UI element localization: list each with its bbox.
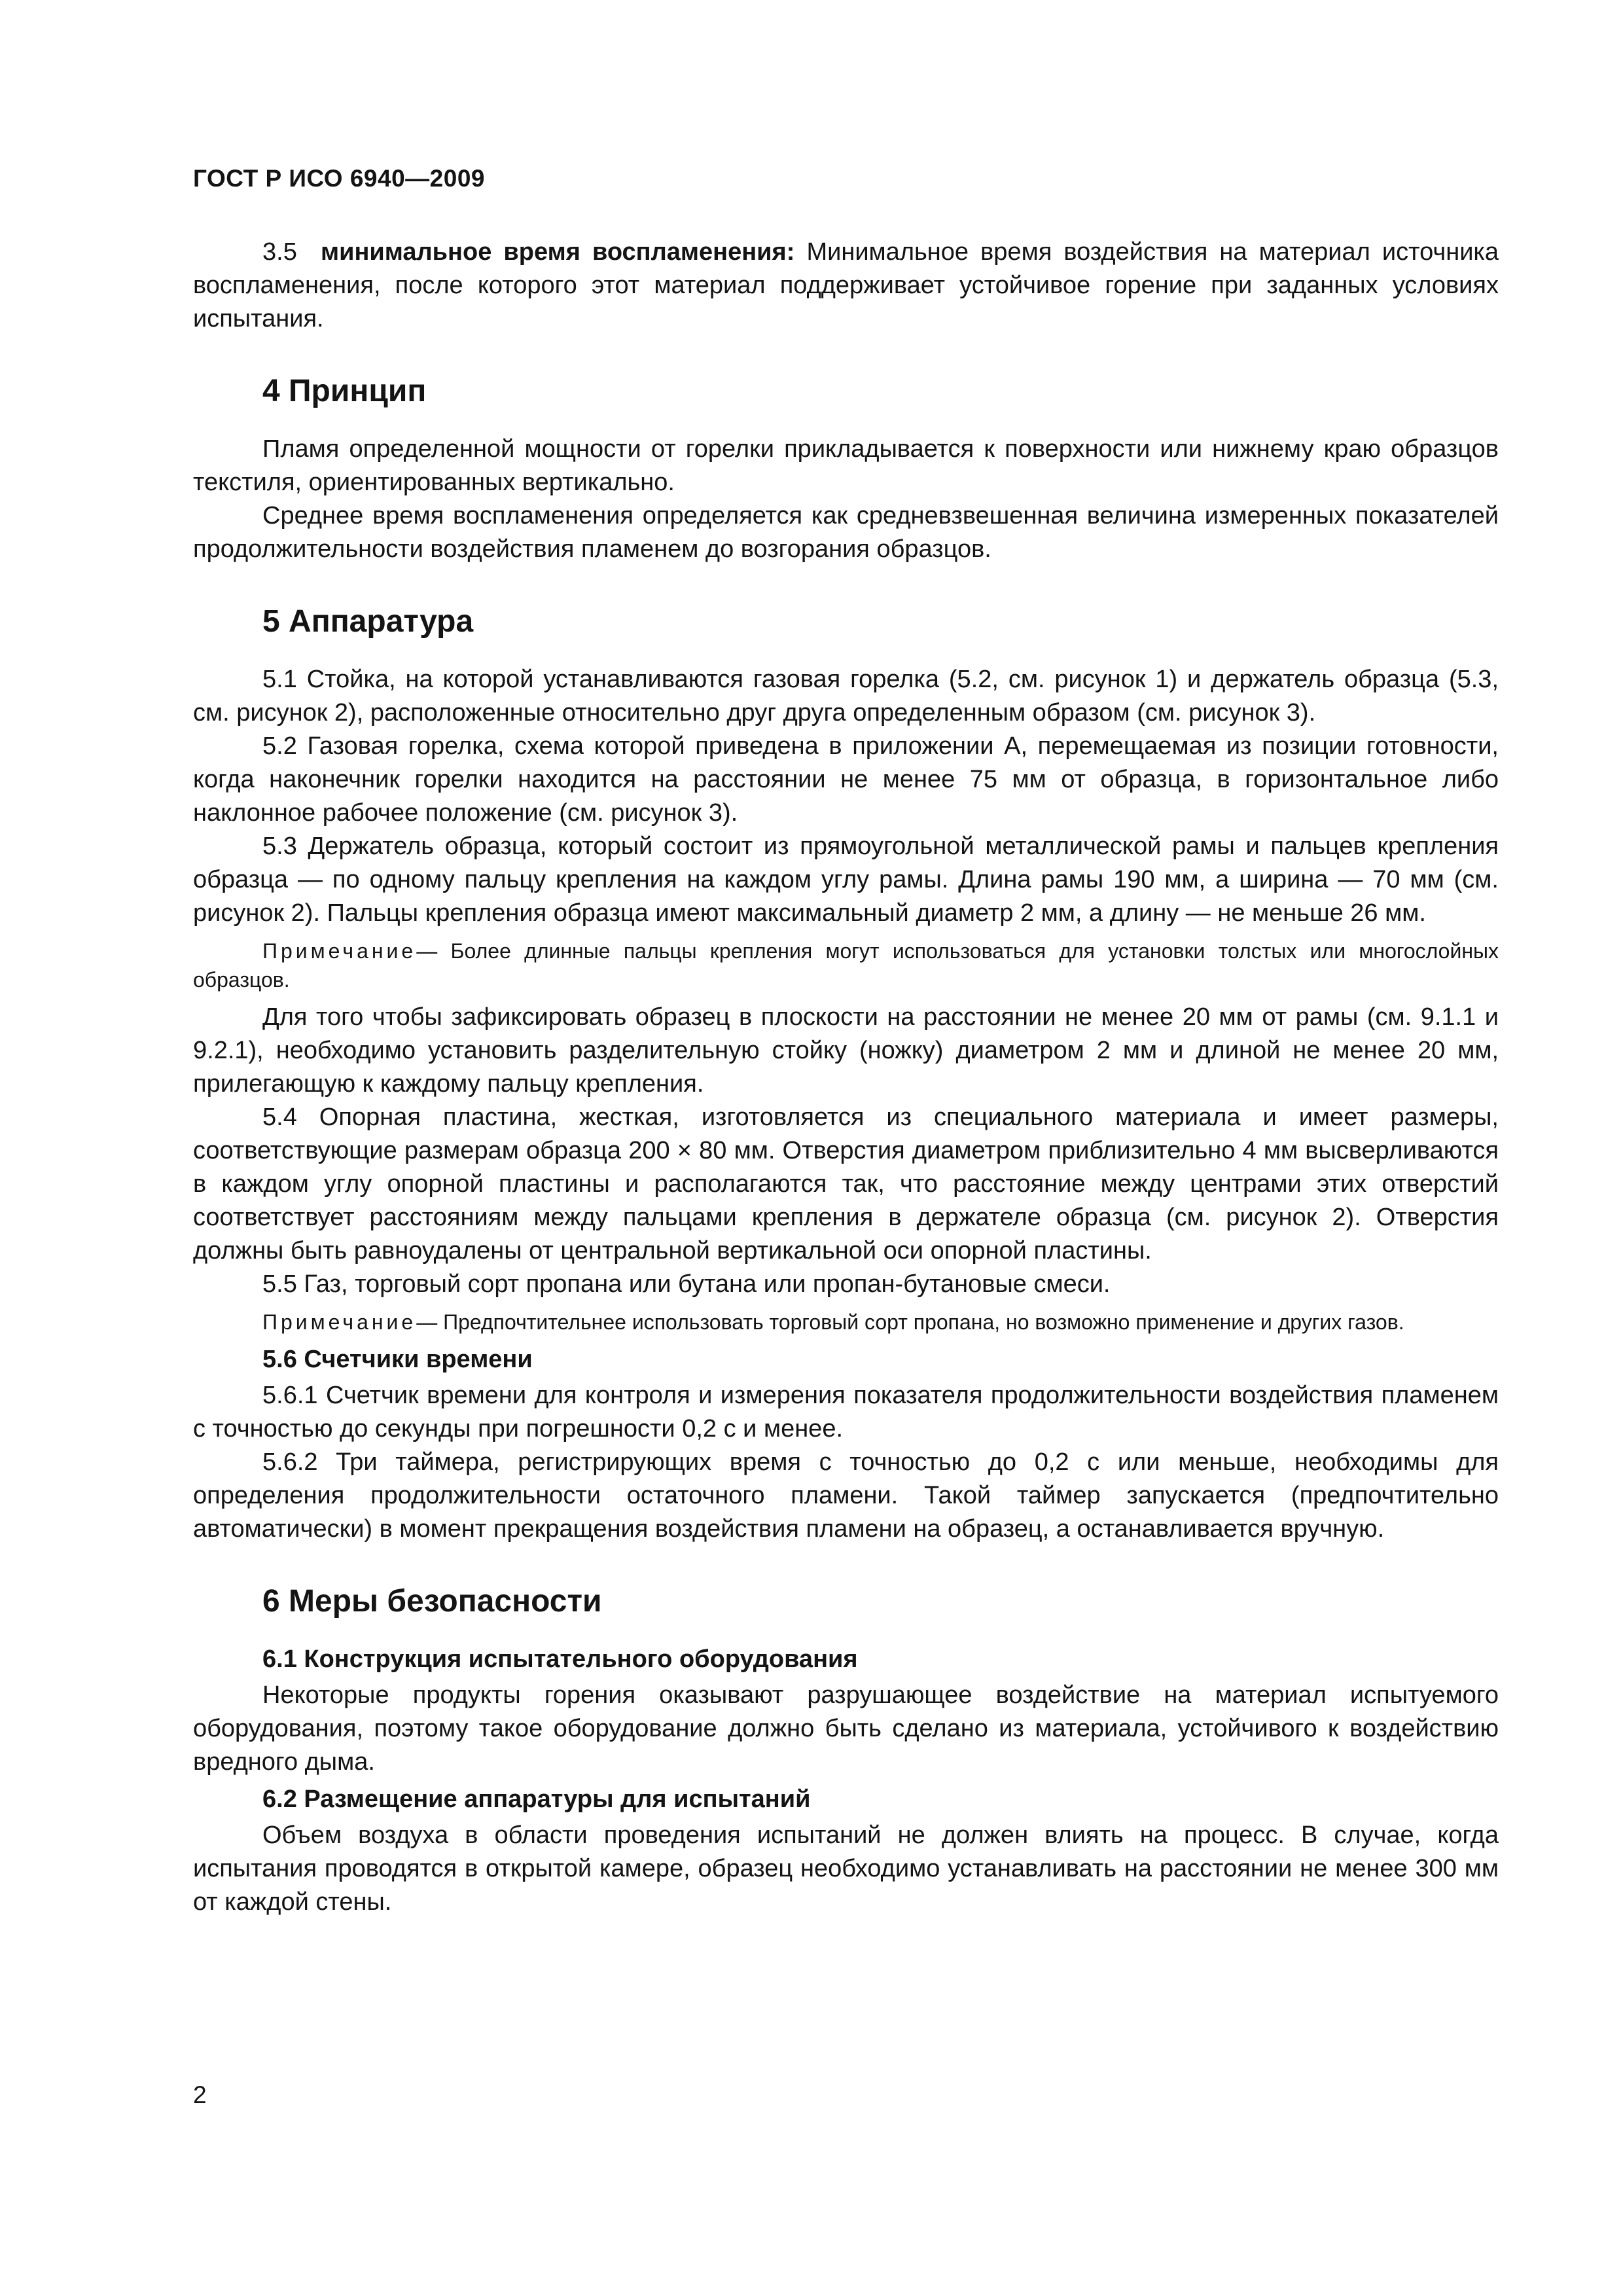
clause-5-6-1: 5.6.1 Счетчик времени для контроля и измерения показателя продолжительности воздействия пламенем с точностью до секунды при погрешности 0,2 с и менее. <box>193 1382 1499 1443</box>
clause-5-6-2: 5.6.2 Три таймера, регистрирующих время с точностью до 0,2 с или меньше, необходимы для определения продолжительности остаточного пламени. Такой таймер запускается (предпочтительно автоматически) в момент прекращения воздействия пламени на образец, а останавливается вручную. <box>193 1448 1499 1543</box>
document-header: ГОСТ Р ИСО 6940—2009 <box>193 165 485 192</box>
clause-5-5: 5.5 Газ, торговый сорт пропана или бутана или пропан-бутановые смеси. <box>262 1270 1111 1298</box>
note-text: — Предпочтительнее использовать торговый сорт пропана, но возможно применение и других газов. <box>416 1310 1404 1334</box>
note-text: — Более длинные пальцы крепления могут использоваться для установки толстых или многослойных образцов. <box>193 939 1499 992</box>
clause-6-1: Некоторые продукты горения оказывают разрушающее воздействие на материал испытуемого оборудования, поэтому такое оборудование должно быть сделано из материала, устойчивого к воздействию вредного дыма. <box>193 1681 1499 1776</box>
clause-5-3: 5.3 Держатель образца, который состоит из прямоугольной металлической рамы и пальцев крепления образца — по одному пальцу крепления на каждом углу рамы. Длина рамы 190 мм, а ширина — 70 мм (см. рисунок 2). Пальцы крепления образца имеют максимальный диаметр 2 мм, а длину — не меньше 26 мм. <box>193 833 1499 927</box>
subsection-5-6-title: 5.6 Счетчики времени <box>262 1346 533 1373</box>
note-5-3 <box>193 937 1499 994</box>
subsection-6-1-title: 6.1 Конструкция испытательного оборудования <box>262 1645 858 1673</box>
page-number: 2 <box>193 2081 207 2108</box>
section-4-title: 4 Принцип <box>262 374 427 408</box>
clause-5-3-continued: Для того чтобы зафиксировать образец в плоскости на расстоянии не менее 20 мм от рамы (см. 9.1.1 и 9.2.1), необходимо установить разделительную стойку (ножку) диаметром 2 мм и длиной не менее 20 мм, прилегающую к каждому пальцу крепления. <box>193 1003 1499 1098</box>
section-5-title: 5 Аппаратура <box>262 604 474 639</box>
note-label: Примечание <box>262 939 417 963</box>
definition-term: минимальное время воспламенения: <box>321 238 795 266</box>
section-4-paragraph-2: Среднее время воспламенения определяется как средневзвешенная величина измеренных показателей продолжительности воздействия пламенем до возгорания образцов. <box>193 502 1499 563</box>
clause-6-2: Объем воздуха в области проведения испытаний не должен влиять на процесс. В случае, когда испытания проводятся в открытой камере, образец необходимо устанавливать на расстоянии не менее 300 мм от каждой стены. <box>193 1821 1499 1916</box>
definition-number: 3.5 <box>262 238 297 266</box>
definition-3-5 <box>193 236 1499 336</box>
clause-5-1: 5.1 Стойка, на которой устанавливаются газовая горелка (5.2, см. рисунок 1) и держатель образца (5.3, см. рисунок 2), расположенные относительно друг друга определенным образом (см. рисунок 3). <box>193 666 1499 726</box>
section-6-title: 6 Меры безопасности <box>262 1584 602 1619</box>
definition-text: Минимальное время воздействия на материал источника воспламенения, после которого этот материал поддерживает устойчивое горение при заданных условиях испытания. <box>193 238 1499 332</box>
clause-5-4: 5.4 Опорная пластина, жесткая, изготовляется из специального материала и имеет размеры, соответствующие размерам образца 200 × 80 мм. Отверстия диаметром приблизительно 4 мм высверливаются в каждом углу опорной пластины и располагаются так, что расстояние между центрами этих отверстий соответствует расстояниям между пальцами крепления в держателе образца (см. рисунок 2). Отверстия должны быть равноудалены от центральной вертикальной оси опорной пластины. <box>193 1103 1499 1265</box>
section-4-paragraph-1: Пламя определенной мощности от горелки прикладывается к поверхности или нижнему краю образцов текстиля, ориентированных вертикально. <box>193 435 1499 496</box>
note-5-5 <box>193 1308 1499 1336</box>
page-content <box>193 236 1499 1919</box>
note-label: Примечание <box>262 1310 417 1334</box>
clause-5-2: 5.2 Газовая горелка, схема которой приведена в приложении А, перемещаемая из позиции готовности, когда наконечник горелки находится на расстоянии не менее 75 мм от образца, в горизонтальное либо наклонное рабочее положение (см. рисунок 3). <box>193 732 1499 827</box>
subsection-6-2-title: 6.2 Размещение аппаратуры для испытаний <box>262 1785 811 1813</box>
